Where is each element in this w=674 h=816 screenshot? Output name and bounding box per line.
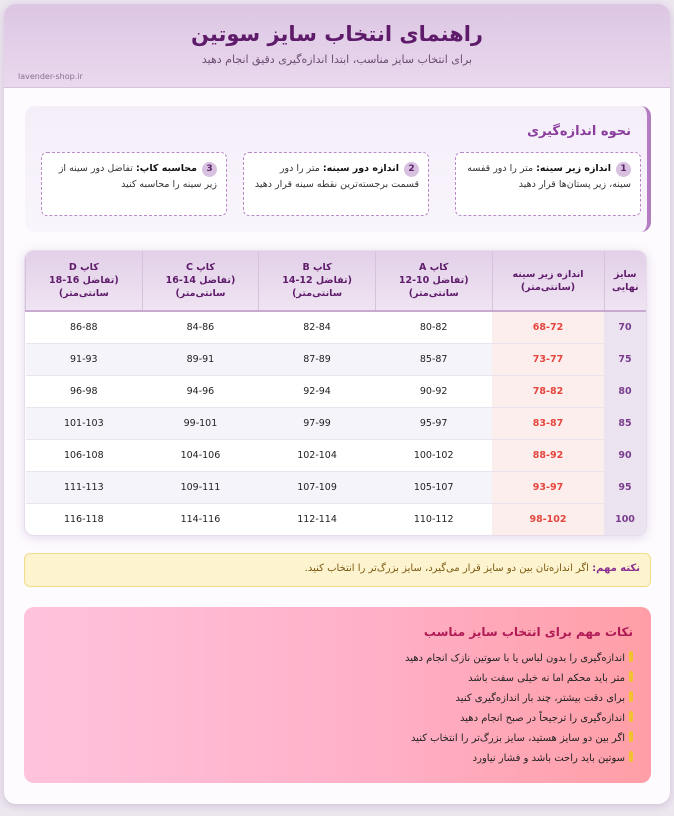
cell-cup-c: 104-106 (142, 439, 259, 471)
tip-marker-icon (629, 751, 633, 762)
cell-final-size: 85 (604, 407, 646, 439)
cell-cup-a: 85-87 (375, 343, 492, 375)
step-text: متر را دور قسمت برجسته‌ترین نقطه سینه قرار دهید (254, 163, 419, 190)
header-underbust: اندازه زیر سینه (سانتی‌متر) (492, 251, 604, 311)
tips-list (24, 649, 633, 769)
cell-cup-b: 97-99 (259, 407, 376, 439)
tip-text: برای دقت بیشتر، چند بار اندازه‌گیری کنید (455, 693, 625, 704)
cell-cup-a: 105-107 (375, 471, 492, 503)
cell-cup-d: 96-98 (26, 375, 143, 407)
cell-cup-b: 102-104 (259, 439, 376, 471)
step-text: متر را دور قفسه سینه، زیر پستان‌ها قرار دهید (467, 163, 631, 190)
cell-cup-b: 112-114 (259, 503, 376, 535)
list-item (24, 689, 633, 709)
list-item (24, 729, 633, 749)
tip-text: اندازه‌گیری را ترجیحاً در صبح انجام دهید (460, 713, 625, 724)
tip-text: سوتین باید راحت باشد و فشار نیاورد (472, 753, 625, 764)
cell-underbust: 83-87 (492, 407, 604, 439)
header-cup-d: کاپ D (تفاضل 16-18 سانتی‌متر) (26, 251, 143, 311)
cell-cup-c: 114-116 (142, 503, 259, 535)
cell-underbust: 93-97 (492, 471, 604, 503)
page-header (4, 4, 670, 88)
step-number: 1 (616, 162, 631, 177)
list-item (24, 709, 633, 729)
tip-marker-icon (629, 671, 633, 682)
cell-final-size: 100 (604, 503, 646, 535)
tip-text: اگر بین دو سایز هستید، سایز بزرگ‌تر را انتخاب کنید (410, 733, 625, 744)
tip-text: متر باید محکم اما نه خیلی سفت باشد (468, 673, 625, 684)
cell-final-size: 70 (604, 311, 646, 343)
cell-final-size: 95 (604, 471, 646, 503)
cell-cup-a: 110-112 (375, 503, 492, 535)
cell-cup-c: 89-91 (142, 343, 259, 375)
cell-cup-c: 109-111 (142, 471, 259, 503)
cell-cup-d: 106-108 (26, 439, 143, 471)
table-row (26, 407, 647, 439)
header-final-size: سایز نهایی (604, 251, 646, 311)
cell-cup-b: 107-109 (259, 471, 376, 503)
cell-final-size: 75 (604, 343, 646, 375)
cell-cup-a: 100-102 (375, 439, 492, 471)
step-number: 2 (404, 162, 419, 177)
table-row (26, 503, 647, 535)
cell-underbust: 98-102 (492, 503, 604, 535)
cell-final-size: 90 (604, 439, 646, 471)
tip-marker-icon (629, 711, 633, 722)
tips-box (24, 607, 651, 783)
cell-underbust: 88-92 (492, 439, 604, 471)
cell-cup-a: 95-97 (375, 407, 492, 439)
page-subtitle: برای انتخاب سایز مناسب، ابتدا اندازه‌گیری دقیق انجام دهید (201, 53, 473, 66)
table-row (26, 311, 647, 343)
cell-cup-b: 92-94 (259, 375, 376, 407)
step-title: اندازه زیر سینه: (536, 163, 611, 174)
list-item (24, 749, 633, 769)
table-row (26, 439, 647, 471)
cell-cup-b: 82-84 (259, 311, 376, 343)
cell-cup-c: 84-86 (142, 311, 259, 343)
cell-underbust: 73-77 (492, 343, 604, 375)
cell-cup-b: 87-89 (259, 343, 376, 375)
cell-cup-d: 116-118 (26, 503, 143, 535)
list-item (24, 669, 633, 689)
cell-cup-d: 111-113 (26, 471, 143, 503)
step-title: محاسبه کاپ: (135, 163, 197, 174)
cell-cup-a: 90-92 (375, 375, 492, 407)
cell-cup-a: 80-82 (375, 311, 492, 343)
note-label: نکته مهم: (592, 563, 640, 574)
tip-marker-icon (629, 731, 633, 742)
step-text: تفاضل دور سینه از زیر سینه را محاسبه کنید (58, 163, 217, 190)
cell-cup-c: 99-101 (142, 407, 259, 439)
size-table (24, 250, 647, 536)
list-item (24, 649, 633, 669)
cell-final-size: 80 (604, 375, 646, 407)
brand-watermark: lavender-shop.ir (18, 72, 83, 81)
step-title: اندازه دور سینه: (322, 163, 399, 174)
measurement-heading: نحوه اندازه‌گیری (527, 124, 631, 139)
measurement-guide (25, 106, 651, 232)
tip-marker-icon (629, 691, 633, 702)
cell-cup-d: 101-103 (26, 407, 143, 439)
cell-cup-d: 86-88 (26, 311, 143, 343)
tips-heading: نکات مهم برای انتخاب سایز مناسب (423, 625, 633, 639)
table-row (26, 375, 647, 407)
note-text: اگر اندازه‌تان بین دو سایز قرار می‌گیرد، سایز بزرگ‌تر را انتخاب کنید. (304, 563, 589, 574)
tip-marker-icon (629, 651, 633, 662)
step-number: 3 (202, 162, 217, 177)
cell-underbust: 68-72 (492, 311, 604, 343)
cell-cup-d: 91-93 (26, 343, 143, 375)
step-underbust (455, 152, 641, 216)
cell-underbust: 78-82 (492, 375, 604, 407)
header-cup-b: کاپ B (تفاضل 12-14 سانتی‌متر) (259, 251, 376, 311)
table-row (26, 471, 647, 503)
table-header-row (26, 251, 647, 311)
step-bust (243, 152, 429, 216)
header-cup-a: کاپ A (تفاضل 10-12 سانتی‌متر) (375, 251, 492, 311)
step-cup (41, 152, 227, 216)
important-note (24, 553, 651, 587)
header-cup-c: کاپ C (تفاضل 14-16 سانتی‌متر) (142, 251, 259, 311)
page-title: راهنمای انتخاب سایز سوتین (190, 22, 483, 46)
cell-cup-c: 94-96 (142, 375, 259, 407)
table-row (26, 343, 647, 375)
tip-text: اندازه‌گیری را بدون لباس یا با سوتین نازک انجام دهید (405, 653, 625, 664)
